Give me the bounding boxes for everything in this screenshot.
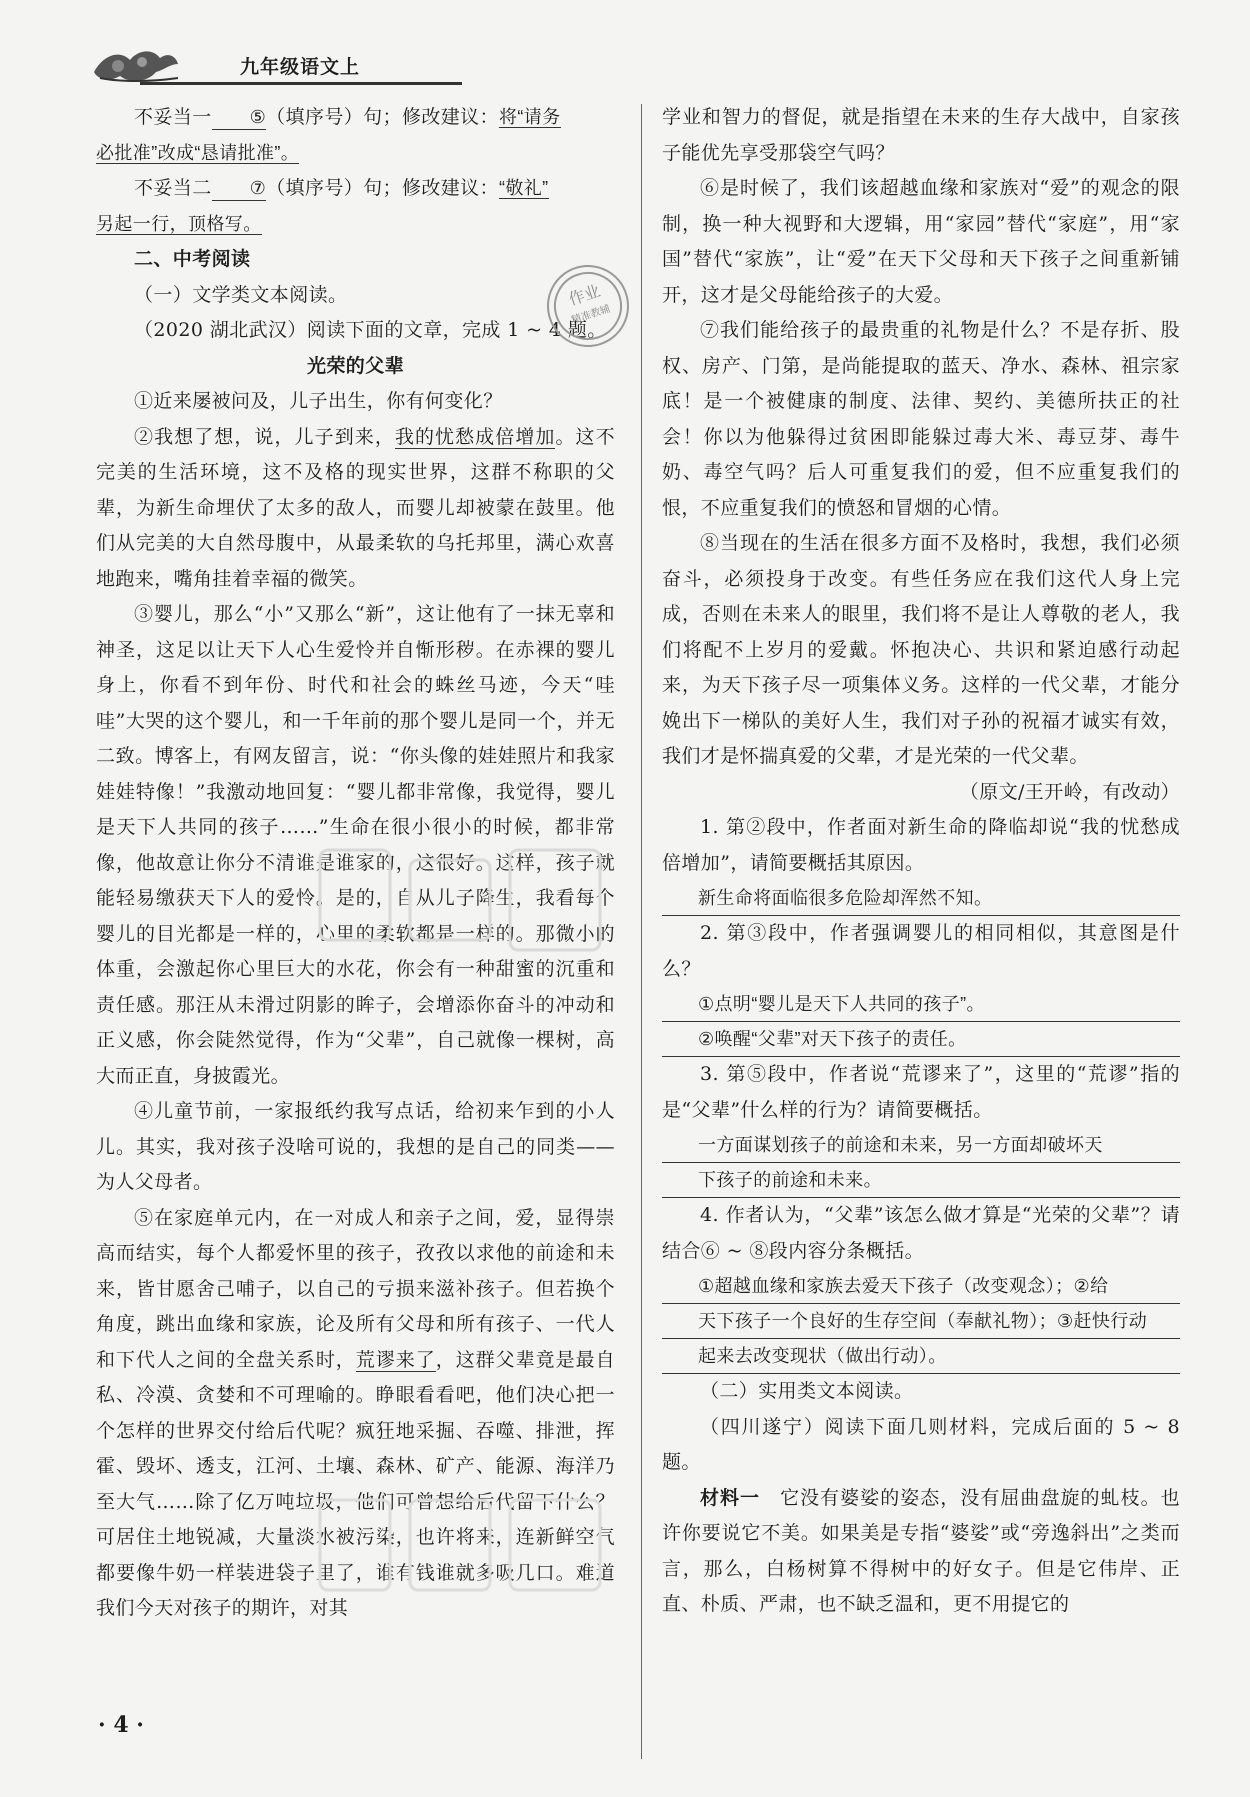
label-text: 不妥当一: [134, 106, 212, 128]
header-rule: [140, 82, 462, 85]
underlined-phrase: 荒谬来了: [355, 1348, 436, 1371]
answer-text: “敬礼”: [498, 178, 549, 198]
answer-line-2: [96, 136, 615, 172]
label-text: （填序号）句；修改建议：: [266, 106, 499, 128]
paragraph-2: [96, 420, 615, 598]
fill-answer: ⑦: [212, 176, 267, 201]
label-text: （填序号）句；修改建议：: [266, 177, 499, 199]
sub-heading: （一）文学类文本阅读。: [134, 283, 348, 306]
reading-intro: （2020 湖北武汉）阅读下面的文章，完成 1 ~ 4 题。: [134, 319, 607, 341]
text: 。这不完美的生活环境，这不及格的现实世界，这群不称职的父辈，为新生命埋伏了太多的敌人，而婴儿却被蒙在鼓里。他们从完美的大自然母腹中，从最柔软的乌托邦里，满心欢喜地跑来，嘴角挂着幸福的微笑。: [96, 425, 616, 590]
paragraph-7: ⑦我们能给孩子的最贵重的礼物是什么？不是存折、股权、房产、门第，是尚能提取的蓝天、净水、森林、祖宗家底！是一个被健康的制度、法律、契约、美德所扶正的社会！你以为他躲得过贫困即能躲过毒大米、毒豆芽、毒牛奶、毒空气吗？后人可重复我们的爱，但不应重复我们的恨，不应重复我们的愤怒和冒烟的心情。: [662, 319, 1180, 519]
answer-text: 必批准”改成“恳请批准”。: [96, 142, 300, 163]
answer-line-1: [96, 100, 615, 136]
label-text: 不妥当二: [134, 177, 212, 199]
paragraph-1: ①近来屡被问及，儿子出生，你有何变化？: [134, 390, 503, 412]
material-label: 材料一: [700, 1486, 761, 1509]
material-1: [662, 1481, 1180, 1623]
answer-1: 新生命将面临很多危险却浑然不知。: [662, 881, 1180, 916]
page-number: · 4 ·: [98, 1712, 144, 1738]
watermark-icon: [300, 1480, 630, 1620]
page-header: [90, 38, 462, 88]
paragraph-4: ④儿童节前，一家报纸约我写点话，给初来乍到的小人儿。其实，我对孩子没啥可说的，我想的是自己的同类——为人父母者。: [96, 1100, 615, 1193]
answer-3-line-2: 下孩子的前途和未来。: [662, 1163, 1180, 1198]
underlined-phrase: 我的忧愁成倍增加: [394, 425, 556, 448]
answer-text: 将“请务: [498, 107, 561, 127]
text: ⑤在家庭单元内，在一对成人和亲子之间，爱，显得崇高而结实，每个人都爱怀里的孩子，孜孜以求他的前途和未来，皆甘愿舍己哺子，以自己的亏损来滋补孩子。但若换个角度，跳出血缘和家族，论及所有父母和所有孩子、一代人和下代人之间的全盘关系时，: [96, 1206, 615, 1371]
homework-stamp-icon: [528, 256, 648, 356]
header-title: 九年级语文上: [240, 56, 361, 78]
paragraph-6: ⑥是时候了，我们该超越血缘和家族对“爱”的观念的限制，换一种大视野和大逻辑，用“家园”替代“家庭”，用“家国”替代“家族”，让“爱”在天下父母和天下孩子之间重新铺开，这才是父母能给孩子的大爱。: [662, 177, 1180, 306]
question-3: 3. 第⑤段中，作者说“荒谬来了”，这里的“荒谬”指的是“父辈”什么样的行为？请简要概括。: [662, 1063, 1180, 1121]
answer-4-line-1: ①超越血缘和家族去爱天下孩子（改变观念）；②给: [662, 1269, 1180, 1304]
reading-intro-2: （四川遂宁）阅读下面几则材料，完成后面的 5 ~ 8 题。: [662, 1415, 1180, 1473]
text: ，这群父辈竟是最自私、冷漠、贪婪和不可理喻的。睁眼看看吧，他们决心把一个怎样的世界交付给后代呢？疯狂地采掘、吞噬、排泄，挥霍、毁坏、透支，江河、土壤、森林、矿产、能源、海洋乃至大气……除了亿万吨垃圾，他们可曾想给后代留下什么？可居住土地锐减，大量淡水被污染，也许将来，连新鲜空气都要像牛奶一样装进袋子里了，谁有钱谁就多吸几口。难道我们今天对孩子的期许，对其: [96, 1348, 615, 1619]
text: ②我想了想，说，儿子到来，: [134, 425, 395, 448]
section-heading: 二、中考阅读: [134, 248, 251, 270]
answer-3-line-1: 一方面谋划孩子的前途和未来，另一方面却破坏天: [662, 1128, 1180, 1163]
fill-answer: ⑤: [212, 105, 267, 130]
paragraph-3: ③婴儿，那么“小”又那么“新”，这让他有了一抹无辜和神圣，这足以让天下人心生爱怜并自惭形秽。在赤裸的婴儿身上，你看不到年份、时代和社会的蛛丝马迹，今天“哇哇”大哭的这个婴儿，和一千年前的那个婴儿是同一个，并无二致。博客上，有网友留言，说：“你头像的娃娃照片和我家娃娃特像！”我激动地回复：“婴儿都非常像，我觉得，婴儿是天下人共同的孩子……”生命在很小很小的时候，都非常像，他故意让你分不清谁是谁家的，这很好。这样，孩子就能轻易缴获天下人的爱怜。是的，自从儿子降生，我看每个婴儿的目光都是一样的，心里的柔软都是一样的。那微小的体重，会激起你心里巨大的水花，你会有一种甜蜜的沉重和责任感。那汪从未滑过阴影的眸子，会增添你奋斗的冲动和正义感，你会陡然觉得，作为“父辈”，自己就像一棵树，高大而正直，身披霞光。: [96, 603, 615, 1087]
article-title: 光荣的父辈: [306, 354, 404, 377]
answer-2-line-1: ①点明“婴儿是天下人共同的孩子”。: [662, 987, 1180, 1022]
source-note: （原文/王开岭，有改动）: [959, 780, 1180, 803]
answer-4-line-3: 起来去改变现状（做出行动）。: [662, 1339, 1180, 1374]
answer-text: 另起一行，顶格写。: [96, 213, 262, 234]
right-column: [662, 100, 1180, 1623]
answer-line-3: [96, 171, 615, 207]
paragraph-5-continued: 学业和智力的督促，就是指望在未来的生存大战中，自家孩子能优先享受那袋空气吗？: [662, 106, 1180, 164]
sub-heading-2: （二）实用类文本阅读。: [700, 1380, 914, 1402]
stamp-line-2: 精准教辅: [570, 303, 612, 327]
answer-2-line-2: ②唤醒“父辈”对天下孩子的责任。: [662, 1022, 1180, 1057]
paragraph-8: ⑧当现在的生活在很多方面不及格时，我想，我们必须奋斗，必须投身于改变。有些任务应在我们这代人身上完成，否则在未来人的眼里，我们将不是让人尊敬的老人，我们将配不上岁月的爱戴。怀抱决心、共识和紧迫感行动起来，为天下孩子尽一项集体义务。这样的一代父辈，才能分娩出下一梯队的美好人生，我们对子孙的祝福才诚实有效，我们才是怀揣真爱的父辈，才是光荣的一代父辈。: [662, 532, 1180, 767]
question-1: 1. 第②段中，作者面对新生命的降临却说“我的忧愁成倍增加”，请简要概括其原因。: [662, 816, 1180, 874]
material-text: 它没有婆娑的姿态，没有屈曲盘旋的虬枝。也许你要说它不美。如果美是专指“婆娑”或“旁逸斜出”之类而言，那么，白杨树算不得树中的好女子。但是它伟岸、正直、朴质、严肃，也不缺乏温和，更不用提它的: [662, 1486, 1180, 1615]
question-4: 4. 作者认为，“父辈”该怎么做才算是“光荣的父辈”？请结合⑥ ~ ⑧段内容分条概括。: [662, 1204, 1180, 1262]
watermark-icon: [300, 820, 630, 1000]
answer-4-line-2: 天下孩子一个良好的生存空间（奉献礼物）；③赶快行动: [662, 1304, 1180, 1339]
answer-line-4: [96, 207, 615, 243]
stamp-line-1: 作业: [566, 281, 603, 310]
question-2: 2. 第③段中，作者强调婴儿的相同相似，其意图是什么？: [662, 922, 1180, 980]
